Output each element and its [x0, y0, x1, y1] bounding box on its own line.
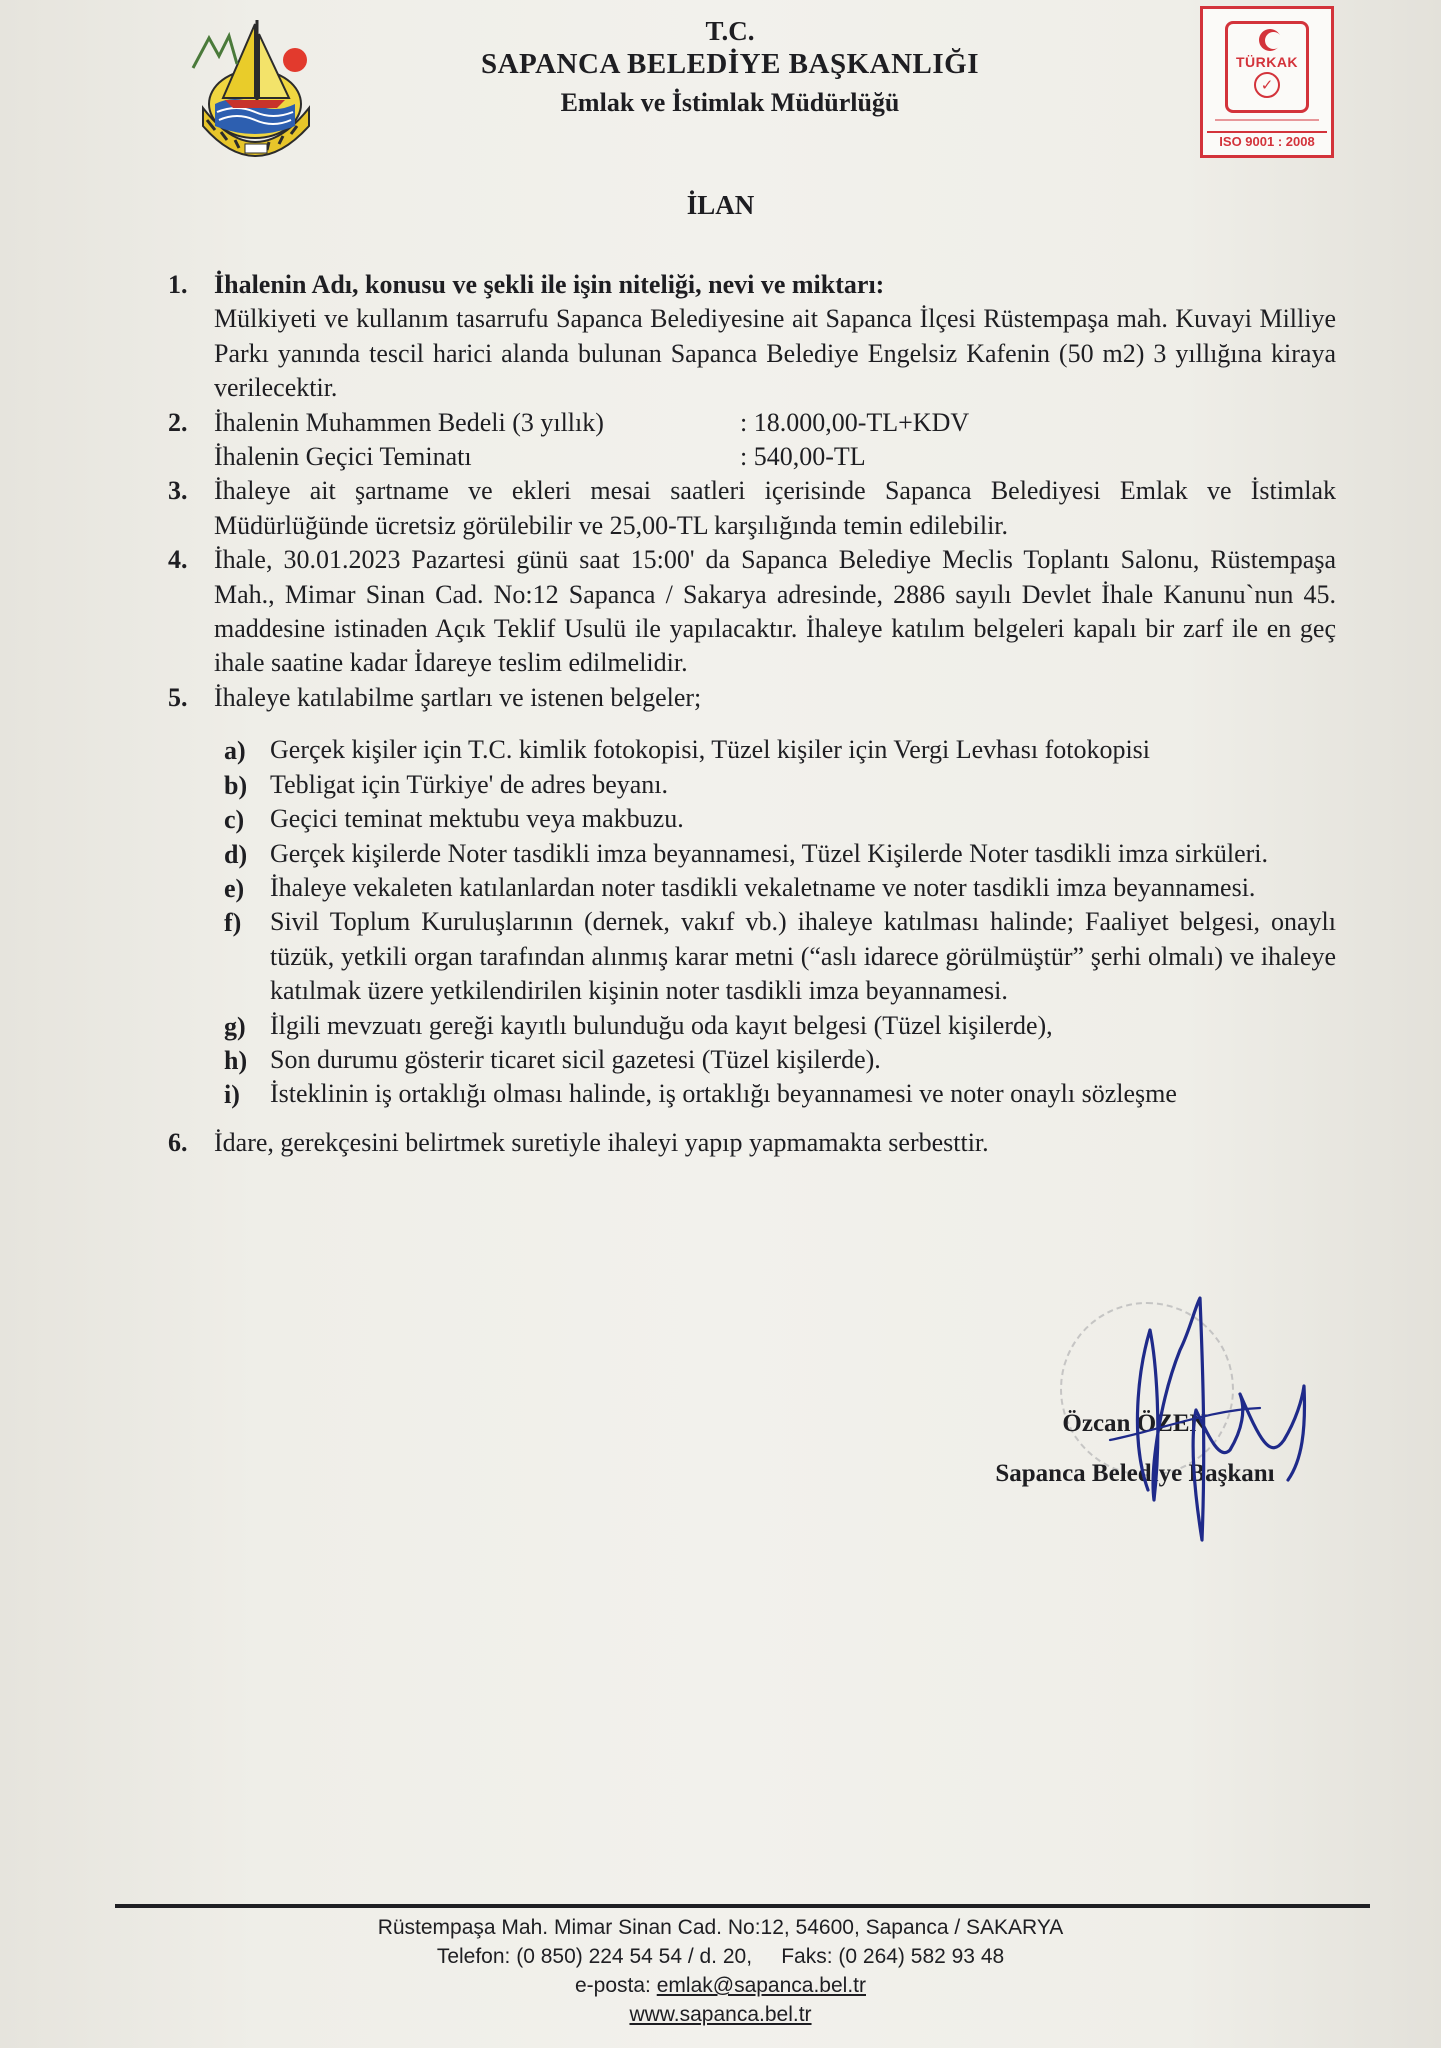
- list-item: [160, 1077, 1336, 1111]
- item-text: Mülkiyeti ve kullanım tasarrufu Sapanca Belediyesine ait Sapanca İlçesi Rüstempaşa mah. Kuvayi Milliye Parkı yanında tescil harici alanda bulunan Sapanca Belediye Engelsiz Kafenin (50 m2) 3 yıllığına kiraya verilecektir.: [214, 304, 1336, 403]
- list-item-letter: c): [224, 805, 245, 835]
- item-text: İhale, 30.01.2023 Pazartesi günü saat 15:00' da Sapanca Belediye Meclis Toplantı Salonu, Rüstempaşa Mah., Mimar Sinan Cad. No:12 Sapanca / Sakarya adresinde, 2886 sayılı Devlet İhale Kanunu`nun 45. maddesine istinaden Açık Teklif Usulü ile yapılacaktır. İhaleye katılım belgeleri kapalı bir zarf ile en geç ihale saatine kadar İdareye teslim edilmelidir.: [214, 545, 1336, 678]
- price-row: [214, 406, 1336, 440]
- list-item-text: İlgili mevzuatı gereği kayıtlı bulunduğu oda kayıt belgesi (Tüzel kişilerde),: [270, 1010, 1053, 1040]
- footer-web-link[interactable]: www.sapanca.bel.tr: [629, 2003, 812, 2026]
- list-item: [160, 802, 1336, 836]
- checkmark-icon: ✓: [1254, 72, 1280, 98]
- list-item-letter: e): [224, 873, 245, 903]
- requirements-list: [160, 733, 1336, 1111]
- item-2: [160, 406, 1336, 475]
- header-state-line: T.C.: [705, 16, 755, 46]
- item-1: [160, 268, 1336, 406]
- list-item-text: İsteklinin iş ortaklığı olması halinde, iş ortaklığı beyannamesi ve noter onaylı sözleşme: [270, 1079, 1177, 1109]
- item-number: 2.: [168, 407, 188, 437]
- list-item-text: Tebligat için Türkiye' de adres beyanı.: [270, 769, 669, 799]
- item-number: 4.: [168, 545, 188, 575]
- footer-email-link[interactable]: emlak@sapanca.bel.tr: [656, 1974, 866, 1997]
- list-item-letter: d): [224, 839, 248, 869]
- footer-email-label: e-posta:: [575, 1974, 651, 1997]
- iso-label: ISO 9001 : 2008: [1207, 131, 1327, 151]
- crescent-icon: [1259, 29, 1281, 51]
- item-number: 5.: [168, 682, 188, 712]
- footer-phone: Telefon: (0 850) 224 54 54 / d. 20, Faks: (0 264) 582 93 48: [436, 1945, 1005, 1968]
- item-text: İhaleye katılabilme şartları ve istenen belgeler;: [214, 682, 702, 712]
- footer-email-line: [0, 1974, 1441, 1998]
- document-title: İLAN: [686, 190, 755, 220]
- item-number: 1.: [168, 270, 188, 299]
- list-item-letter: a): [224, 736, 246, 766]
- list-item-text: Geçici teminat mektubu veya makbuzu.: [270, 804, 684, 834]
- list-item: [160, 1009, 1336, 1043]
- list-item: [160, 905, 1336, 1008]
- item-text: İhaleye ait şartname ve ekleri mesai saatleri içerisinde Sapanca Belediyesi Emlak ve İstimlak Müdürlüğünde ücretsiz görülebilir ve 25,00-TL karşılığında temin edilebilir.: [214, 476, 1336, 540]
- header-organization: SAPANCA BELEDİYE BAŞKANLIĞI: [480, 48, 980, 80]
- header-department: Emlak ve İstimlak Müdürlüğü: [560, 88, 900, 117]
- list-item-letter: h): [224, 1045, 248, 1075]
- price-label: İhalenin Muhammen Bedeli (3 yıllık): [214, 407, 604, 437]
- list-item-text: İhaleye vekaleten katılanlardan noter tasdikli vekaletname ve noter tasdikli imza beyannamesi.: [270, 872, 1256, 902]
- list-item-letter: i): [224, 1080, 240, 1110]
- list-item: [160, 733, 1336, 767]
- signatory-name: Özcan ÖZEN: [1062, 1410, 1208, 1437]
- item-5: [160, 681, 1336, 715]
- list-item-text: Son durumu gösterir ticaret sicil gazetesi (Tüzel kişilerde).: [270, 1044, 881, 1074]
- item-number: 3.: [168, 476, 188, 506]
- item-heading: İhalenin Adı, konusu ve şekli ile işin niteliği, nevi ve miktarı:: [214, 270, 885, 299]
- item-6: [160, 1126, 1336, 1160]
- guarantee-row: [214, 440, 1336, 474]
- list-item: [160, 871, 1336, 905]
- item-number: 6.: [168, 1127, 188, 1157]
- list-item-text: Sivil Toplum Kuruluşlarının (dernek, vakıf vb.) ihaleye katılması halinde; Faaliyet belgesi, onaylı tüzük, yetkili organ tarafından alınmış karar metni (“aslı idarece görülmüştür” şerhi olmalı) ve ihaleye katılmak üzere yetkilendirilen kişinin noter tasdikli imza beyannamesi.: [270, 907, 1336, 1006]
- item-text: İdare, gerekçesini belirtmek suretiyle ihaleyi yapıp yapmamakta serbesttir.: [214, 1127, 989, 1157]
- list-item-letter: b): [224, 770, 248, 800]
- cert-divider: [1215, 119, 1319, 131]
- footer-web-line: [0, 2003, 1441, 2027]
- list-item-text: Gerçek kişilerde Noter tasdikli imza beyannamesi, Tüzel Kişilerde Noter tasdikli imza sirküleri.: [270, 838, 1269, 868]
- footer-divider: [115, 1904, 1370, 1908]
- list-item-letter: g): [224, 1011, 246, 1041]
- cert-brand: TÜRKAK: [1235, 54, 1299, 70]
- municipality-logo-icon: [185, 8, 325, 166]
- signatory-title: Sapanca Belediye Başkanı: [995, 1460, 1275, 1487]
- turkak-mark: [1225, 21, 1309, 113]
- item-3: [160, 474, 1336, 543]
- handwritten-signature-icon: [1090, 1290, 1330, 1550]
- list-item-text: Gerçek kişiler için T.C. kimlik fotokopisi, Tüzel kişiler için Vergi Levhası fotokopisi: [270, 735, 1151, 765]
- list-item: [160, 837, 1336, 871]
- footer-address: Rüstempaşa Mah. Mimar Sinan Cad. No:12, 54600, Sapanca / SAKARYA: [377, 1916, 1064, 1939]
- announcement-body: [160, 268, 1336, 1160]
- list-item-letter: f): [224, 908, 242, 938]
- list-item: [160, 768, 1336, 802]
- turkak-certification-badge: [1200, 6, 1334, 158]
- price-value: : 18.000,00-TL+KDV: [740, 407, 970, 437]
- guarantee-value: : 540,00-TL: [740, 442, 866, 472]
- list-item: [160, 1043, 1336, 1077]
- guarantee-label: İhalenin Geçici Teminatı: [214, 442, 472, 472]
- item-4: [160, 543, 1336, 681]
